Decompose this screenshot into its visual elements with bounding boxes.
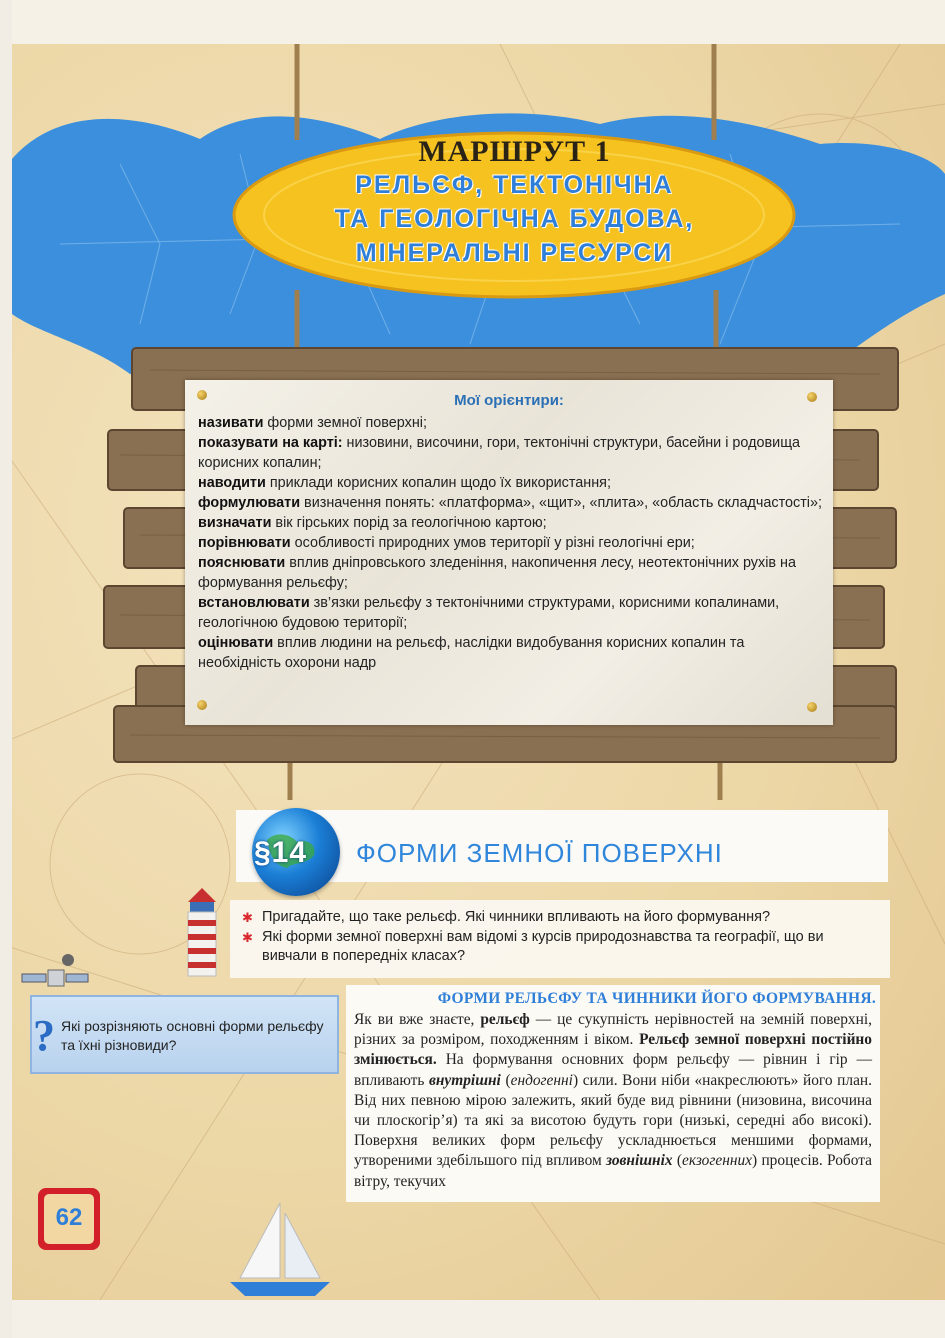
recall-list	[240, 908, 840, 967]
section-number: §14	[254, 836, 308, 869]
left-margin	[0, 0, 12, 1338]
goal-item: порівнювати особливості природних умов території у різні геологічні ери;	[198, 535, 695, 551]
goal-item: показувати на карті: низовини, височини, гори, тектонічні структури, басейни і родовища корисних копалин;	[198, 435, 801, 471]
question-text: Які розрізняють основні форми рельєфу та їхні різновиди?	[61, 1018, 324, 1053]
section-title: ФОРМИ ЗЕМНОЇ ПОВЕРХНІ	[356, 838, 723, 868]
body-paragraph: Як ви вже знаєте, рельєф — це сукупність нерівностей на земній поверхні, різних за розміром, походженням і віком. Рельєф земної поверхні постійно змінюється. На формування основних форм рельєфу — рівнин і гір — впливають внутрішні (ендогенні) сили. Вони ніби «накреслюють» його план. Від них певною мірою залежить, який буде вид рівнини (низовина, височина чи плоскогір’я) та які за висотою будуть гори (низькі, середні або високі). Поверхня великих форм рельєфу ускладнюється меншими формами, утвореними здебільшого під впливом зовнішніх (екзогенних) процесів. Робота вітру, текучих	[354, 1011, 873, 1190]
goal-item: встановлювати зв’язки рельєфу з тектонічними структурами, корисними копалинами, геологічною будовою території;	[198, 595, 780, 631]
goal-item: формулювати визначення понять: «платформа», «щит», «плита», «область складчастості»;	[198, 495, 822, 511]
recall-item: ✱ Які форми земної поверхні вам відомі з курсів природознавства та географії, що ви вивчали в попередніх класах?	[240, 928, 840, 967]
goals-paper	[185, 380, 833, 725]
pin-icon	[197, 700, 207, 710]
bottom-margin	[0, 1300, 945, 1338]
recall-item: ✱ Пригадайте, що таке рельєф. Які чинники впливають на його формування?	[240, 908, 840, 928]
goal-item: оцінювати вплив людини на рельєф, наслідки видобування корисних копалин та необхідність охорони надр	[198, 635, 745, 671]
goal-item: наводити приклади корисних копалин щодо їх використання;	[198, 475, 611, 491]
subsection-title: ФОРМИ РЕЛЬЄФУ ТА ЧИННИКИ ЙОГО ФОРМУВАННЯ.	[437, 990, 876, 1007]
route-label: МАРШРУТ 1	[418, 135, 611, 168]
goals-list	[198, 413, 823, 673]
question-mark-icon: ?	[33, 1011, 55, 1060]
sailboat-icon	[225, 1198, 335, 1298]
goal-item: називати форми земної поверхні;	[198, 415, 427, 431]
banner-title-line-3: МІНЕРАЛЬНІ РЕСУРСИ	[355, 239, 674, 267]
page-number: 62	[55, 1204, 83, 1231]
pin-icon	[807, 702, 817, 712]
goal-item: визначати вік гірських порід за геологічною картою;	[198, 515, 547, 531]
lighthouse-icon	[180, 886, 224, 978]
banner-title-line-2: ТА ГЕОЛОГІЧНА БУДОВА,	[334, 205, 695, 233]
goals-title: Мої орієнтири:	[454, 392, 564, 409]
banner-title-line-1: РЕЛЬЄФ, ТЕКТОНІЧНА	[355, 171, 674, 199]
goal-item: пояснювати вплив дніпровського зледеніння, накопичення лесу, неотектонічних рухів на формування рельєфу;	[198, 555, 796, 591]
